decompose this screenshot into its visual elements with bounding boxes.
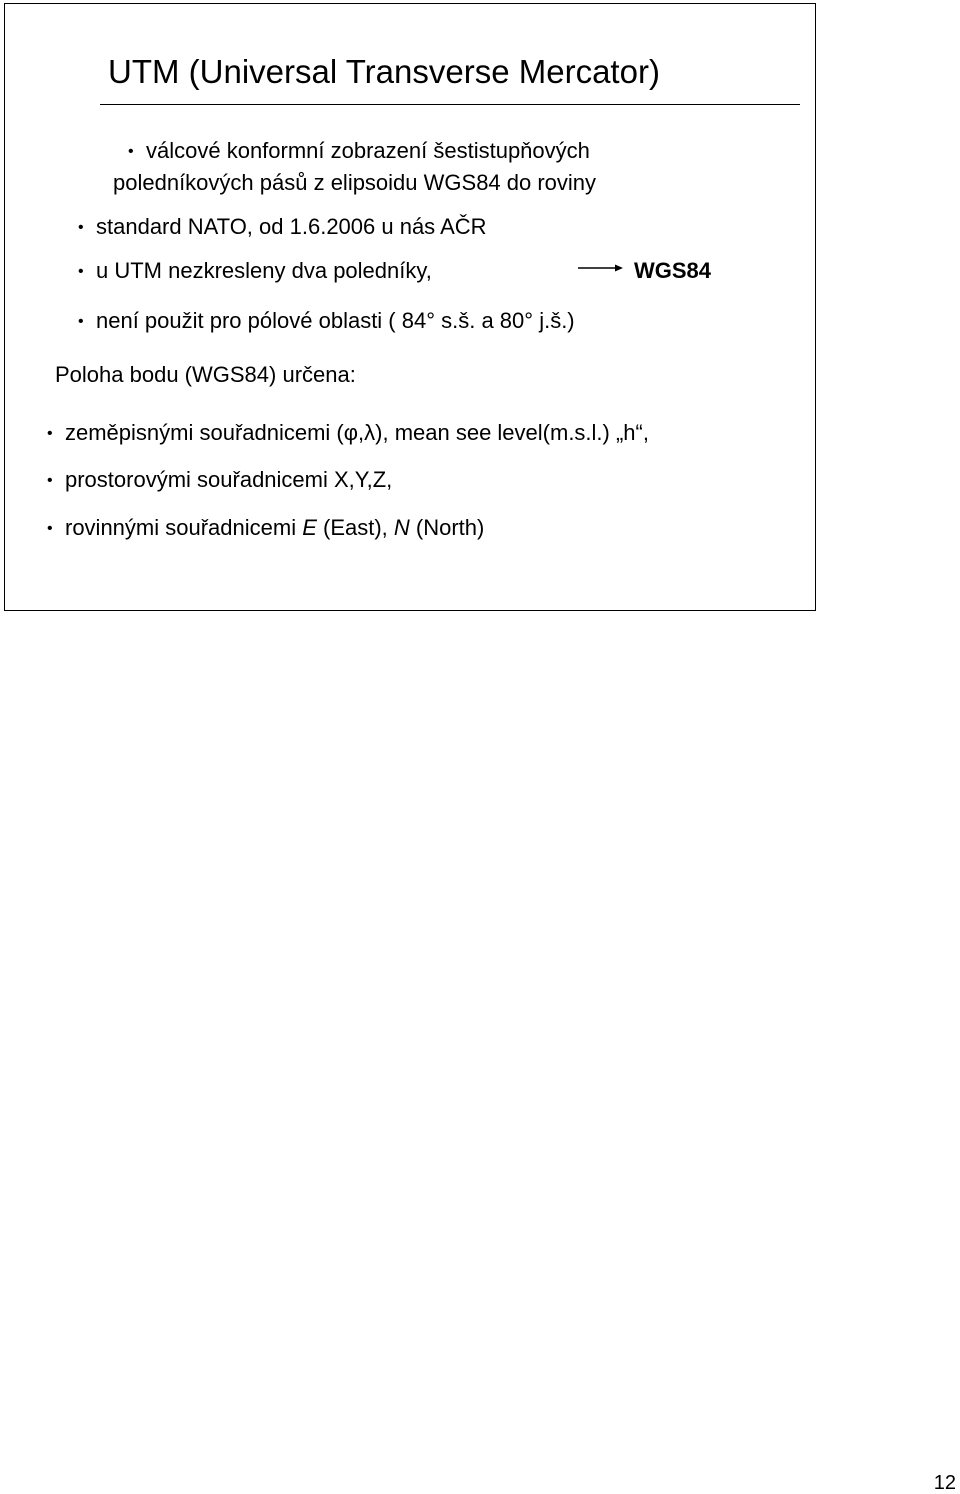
bullet-item-3 [78, 257, 432, 288]
bullet-text-4: není použit pro pólové oblasti ( 84° s.š. a 80° j.š.) [96, 308, 575, 333]
title-divider [100, 104, 800, 105]
bullet-item-2 [78, 213, 487, 244]
arrow-right-icon [578, 262, 623, 274]
coord-text-3-n: N [393, 515, 410, 540]
coord-item-3 [47, 514, 484, 545]
coord-text-2: prostorovými souřadnicemi X,Y,Z, [65, 467, 393, 492]
bullet-text-3: u UTM nezkresleny dva poledníky, [96, 258, 432, 283]
bullet-icon [78, 307, 96, 338]
coord-text-3b: (East), [316, 515, 394, 540]
subheading: Poloha bodu (WGS84) určena: [55, 362, 356, 387]
page-number: 12 [933, 1472, 956, 1494]
bullet-icon [47, 466, 65, 497]
bullet-icon [47, 419, 65, 450]
bullet-icon [128, 137, 146, 168]
coord-text-3c: (North) [409, 515, 485, 540]
bullet-text-1a: válcové konformní zobrazení šestistupňových [146, 138, 590, 163]
bullet-item-1-continuation [113, 169, 596, 197]
coord-text-3-e: E [302, 515, 317, 540]
bullet-icon [78, 257, 96, 288]
bullet-text-2: standard NATO, od 1.6.2006 u nás AČR [96, 214, 487, 239]
coord-item-1 [47, 419, 649, 450]
coord-item-2 [47, 466, 392, 497]
slide-title: UTM (Universal Transverse Mercator) [108, 53, 660, 90]
bullet-item-4 [78, 307, 575, 338]
wgs84-label: WGS84 [634, 258, 712, 283]
bullet-item-1 [128, 137, 590, 168]
bullet-icon [78, 213, 96, 244]
coord-text-3a: rovinnými souřadnicemi [65, 515, 303, 540]
coord-text-1: zeměpisnými souřadnicemi (φ,λ), mean see level(m.s.l.) „h“, [65, 420, 649, 445]
bullet-icon [47, 514, 65, 545]
bullet-text-1b: poledníkových pásů z elipsoidu WGS84 do roviny [113, 170, 597, 195]
